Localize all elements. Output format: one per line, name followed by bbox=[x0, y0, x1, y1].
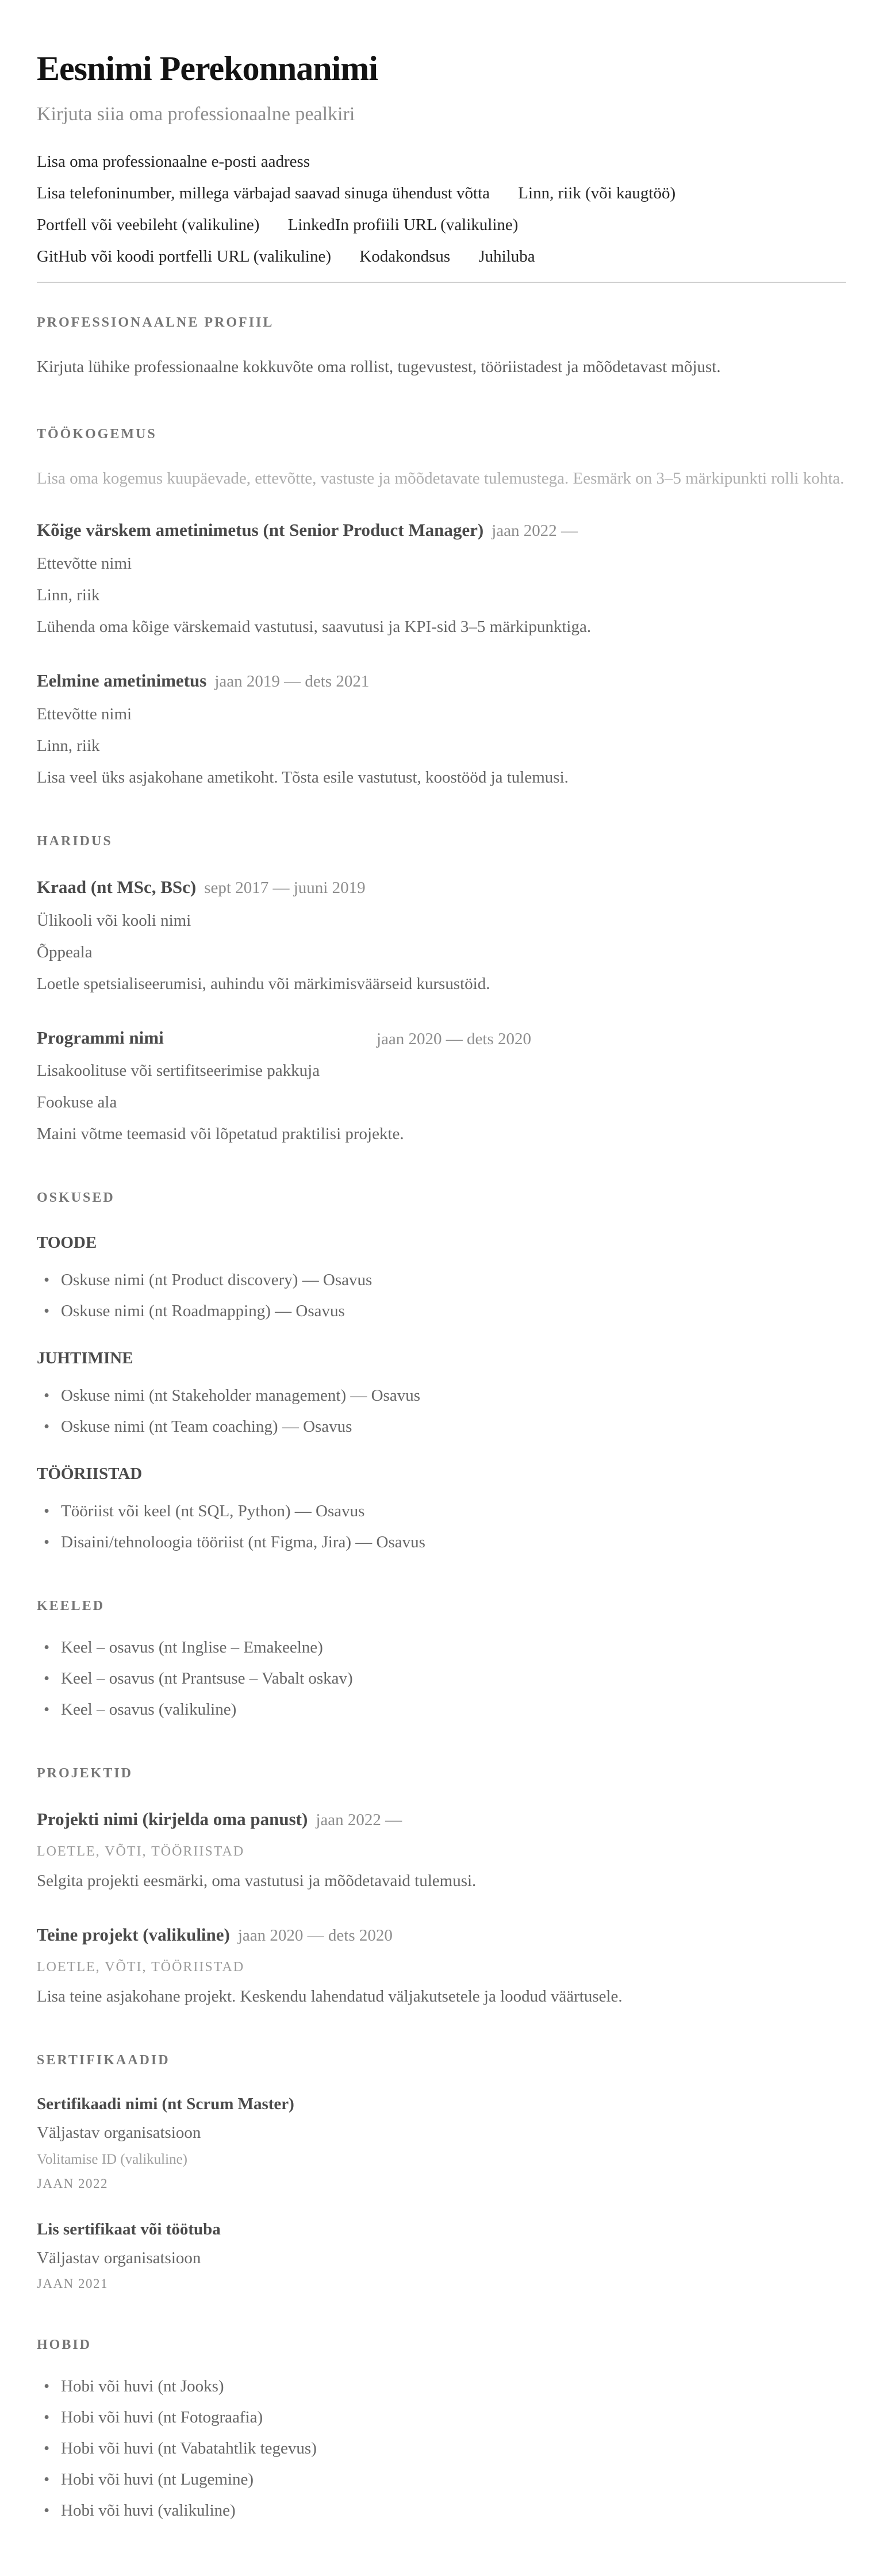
section-projects bbox=[37, 1766, 846, 2007]
profile-summary: Kirjuta lühike professionaalne kokkuvõte oma rollist, tugevustest, tööriistadest ja mõõdetavast mõjust. bbox=[37, 358, 721, 377]
job-location: Linn, riik bbox=[37, 586, 100, 605]
project-summary: Lisa teine asjakohane projekt. Keskendu lahendatud väljakutsetele ja loodud väärtusele. bbox=[37, 1987, 623, 2006]
skill-item: • Tööriist või keel (nt SQL, Python) — Osavus bbox=[37, 1501, 846, 1521]
project-dates: jaan 2020 — dets 2020 bbox=[237, 1926, 393, 1945]
section-certifications bbox=[37, 2053, 846, 2291]
linkedin-text: LinkedIn profiili URL (valikuline) bbox=[287, 216, 519, 235]
education-degree: Kraad (nt MSc, BSc) bbox=[37, 877, 197, 898]
project-title: Teine projekt (valikuline) bbox=[37, 1925, 230, 1945]
section-label-profile: PROFESSIONAALNE PROFIIL bbox=[37, 315, 274, 331]
skill-group-heading-tools: TÖÖRIISTAD bbox=[37, 1465, 143, 1483]
job-summary: Lühenda oma kõige värskemaid vastutusi, saavutusi ja KPI-sid 3–5 märkipunktiga. bbox=[37, 618, 592, 637]
skill-list-leadership bbox=[37, 1385, 846, 1437]
job-title: Kõige värskem ametinimetus (nt Senior Product Manager) bbox=[37, 520, 484, 540]
project-entry bbox=[37, 1808, 846, 1891]
section-label-hobbies: HOBID bbox=[37, 2337, 92, 2353]
contact-row-phone-location bbox=[37, 178, 846, 209]
education-school: Lisakoolituse või sertifitseerimise pakkuja bbox=[37, 1061, 320, 1080]
language-item: • Keel – osavus (nt Inglise – Emakeelne) bbox=[37, 1637, 846, 1658]
project-meta: LOETLE, VÕTI, TÖÖRIISTAD bbox=[37, 1844, 245, 1860]
citizenship-text: Kodakondsus bbox=[359, 247, 451, 266]
skill-item: • Oskuse nimi (nt Team coaching) — Osavus bbox=[37, 1416, 846, 1437]
certification-date: JAAN 2021 bbox=[37, 2276, 109, 2291]
hobby-list bbox=[37, 2376, 846, 2521]
skill-list-tools bbox=[37, 1501, 846, 1552]
skill-item: • Oskuse nimi (nt Stakeholder management) — Osavus bbox=[37, 1385, 846, 1406]
job-company: Ettevõtte nimi bbox=[37, 705, 132, 724]
job-company: Ettevõtte nimi bbox=[37, 554, 132, 573]
project-title-row bbox=[37, 1808, 844, 1831]
job-title-row bbox=[37, 519, 844, 542]
contact-row-links bbox=[37, 209, 846, 241]
hobby-item: • Hobi või huvi (nt Jooks) bbox=[37, 2376, 846, 2397]
skill-group-heading-product: TOODE bbox=[37, 1233, 97, 1252]
education-summary: Maini võtme teemasid või lõpetatud praktilisi projekte. bbox=[37, 1125, 404, 1144]
skill-list-product bbox=[37, 1270, 846, 1321]
project-dates: jaan 2022 — bbox=[316, 1811, 402, 1830]
hobby-item: • Hobi või huvi (nt Fotograafia) bbox=[37, 2407, 846, 2428]
section-label-education: HARIDUS bbox=[37, 834, 113, 849]
email-text: Lisa oma professionaalne e-posti aadress bbox=[37, 152, 310, 171]
certification-name: Lis sertifikaat või töötuba bbox=[37, 2220, 221, 2239]
section-experience bbox=[37, 427, 846, 788]
contact-block bbox=[37, 146, 846, 273]
project-meta: LOETLE, VÕTI, TÖÖRIISTAD bbox=[37, 1960, 245, 1975]
job-title: Eelmine ametinimetus bbox=[37, 670, 207, 691]
hobby-item: • Hobi või huvi (nt Vabatahtlik tegevus) bbox=[37, 2438, 846, 2459]
education-entry bbox=[37, 876, 846, 994]
education-school: Ülikooli või kooli nimi bbox=[37, 911, 191, 930]
hobby-item: • Hobi või huvi (nt Lugemine) bbox=[37, 2469, 846, 2490]
job-summary: Lisa veel üks asjakohane ametikoht. Tõsta esile vastutust, koostööd ja tulemusi. bbox=[37, 768, 569, 787]
section-label-projects: PROJEKTID bbox=[37, 1766, 133, 1781]
skill-item: • Oskuse nimi (nt Product discovery) — Osavus bbox=[37, 1270, 846, 1290]
professional-headline: Kirjuta siia oma professionaalne pealkiri bbox=[37, 103, 355, 125]
job-dates: jaan 2019 — dets 2021 bbox=[214, 672, 370, 691]
certification-issuer: Väljastav organisatsioon bbox=[37, 2249, 201, 2268]
certification-credential-id: Volitamise ID (valikuline) bbox=[37, 2152, 187, 2168]
certification-entry bbox=[37, 2095, 846, 2191]
hobby-item: • Hobi või huvi (valikuline) bbox=[37, 2500, 846, 2521]
section-label-skills: OSKUSED bbox=[37, 1190, 115, 1206]
education-program: Programmi nimi bbox=[37, 1028, 164, 1048]
experience-placeholder: Lisa oma kogemus kuupäevade, ettevõtte, vastuste ja mõõdetavate tulemustega. Eesmärk on 3–5 märkipunkti rolli kohta. bbox=[37, 469, 844, 488]
github-text: GitHub või koodi portfelli URL (valikuline) bbox=[37, 247, 331, 266]
project-title-row bbox=[37, 1923, 844, 1947]
skill-group-heading-leadership: JUHTIMINE bbox=[37, 1349, 133, 1368]
education-field: Fookuse ala bbox=[37, 1093, 117, 1112]
project-summary: Selgita projekti eesmärki, oma vastutusi ja mõõdetavaid tulemusi. bbox=[37, 1872, 477, 1891]
resume-header bbox=[37, 51, 846, 283]
education-entry bbox=[37, 1026, 846, 1144]
section-hobbies bbox=[37, 2337, 846, 2521]
candidate-name: Eesnimi Perekonnanimi bbox=[37, 49, 378, 87]
education-title-row bbox=[37, 876, 844, 899]
project-title: Projekti nimi (kirjelda oma panust) bbox=[37, 1809, 308, 1830]
education-dates: sept 2017 — juuni 2019 bbox=[204, 879, 366, 898]
contact-row-email bbox=[37, 146, 846, 178]
certification-entry bbox=[37, 2220, 846, 2291]
phone-text: Lisa telefoninumber, millega värbajad saavad sinuga ühendust võtta bbox=[37, 184, 490, 203]
skill-item: • Oskuse nimi (nt Roadmapping) — Osavus bbox=[37, 1301, 846, 1321]
education-dates: jaan 2020 — dets 2020 bbox=[377, 1030, 532, 1049]
language-list bbox=[37, 1637, 846, 1720]
section-label-certifications: SERTIFIKAADID bbox=[37, 2053, 170, 2068]
education-summary: Loetle spetsialiseerumisi, auhindu või märkimisväärseid kursustöid. bbox=[37, 975, 490, 994]
certification-issuer: Väljastav organisatsioon bbox=[37, 2123, 201, 2142]
education-field: Õppeala bbox=[37, 943, 93, 962]
section-label-experience: TÖÖKOGEMUS bbox=[37, 427, 157, 442]
location-text: Linn, riik (või kaugtöö) bbox=[518, 184, 676, 203]
contact-row-extra bbox=[37, 241, 846, 273]
language-item: • Keel – osavus (valikuline) bbox=[37, 1699, 846, 1720]
drivers-license-text: Juhiluba bbox=[478, 247, 535, 266]
job-location: Linn, riik bbox=[37, 737, 100, 756]
job-entry bbox=[37, 669, 846, 788]
education-title-row bbox=[37, 1026, 844, 1049]
section-skills bbox=[37, 1190, 846, 1552]
section-education bbox=[37, 834, 846, 1144]
project-entry bbox=[37, 1923, 846, 2007]
skill-item: • Disaini/tehnoloogia tööriist (nt Figma, Jira) — Osavus bbox=[37, 1532, 846, 1552]
job-title-row bbox=[37, 669, 844, 693]
portfolio-text: Portfell või veebileht (valikuline) bbox=[37, 216, 260, 235]
language-item: • Keel – osavus (nt Prantsuse – Vabalt oskav) bbox=[37, 1668, 846, 1689]
job-dates: jaan 2022 — bbox=[492, 522, 578, 540]
certification-name: Sertifikaadi nimi (nt Scrum Master) bbox=[37, 2095, 294, 2114]
section-profile bbox=[37, 315, 846, 381]
certification-date: JAAN 2022 bbox=[37, 2176, 109, 2191]
section-label-languages: KEELED bbox=[37, 1598, 105, 1614]
header-divider bbox=[37, 282, 846, 283]
section-languages bbox=[37, 1598, 846, 1720]
job-entry bbox=[37, 519, 846, 637]
